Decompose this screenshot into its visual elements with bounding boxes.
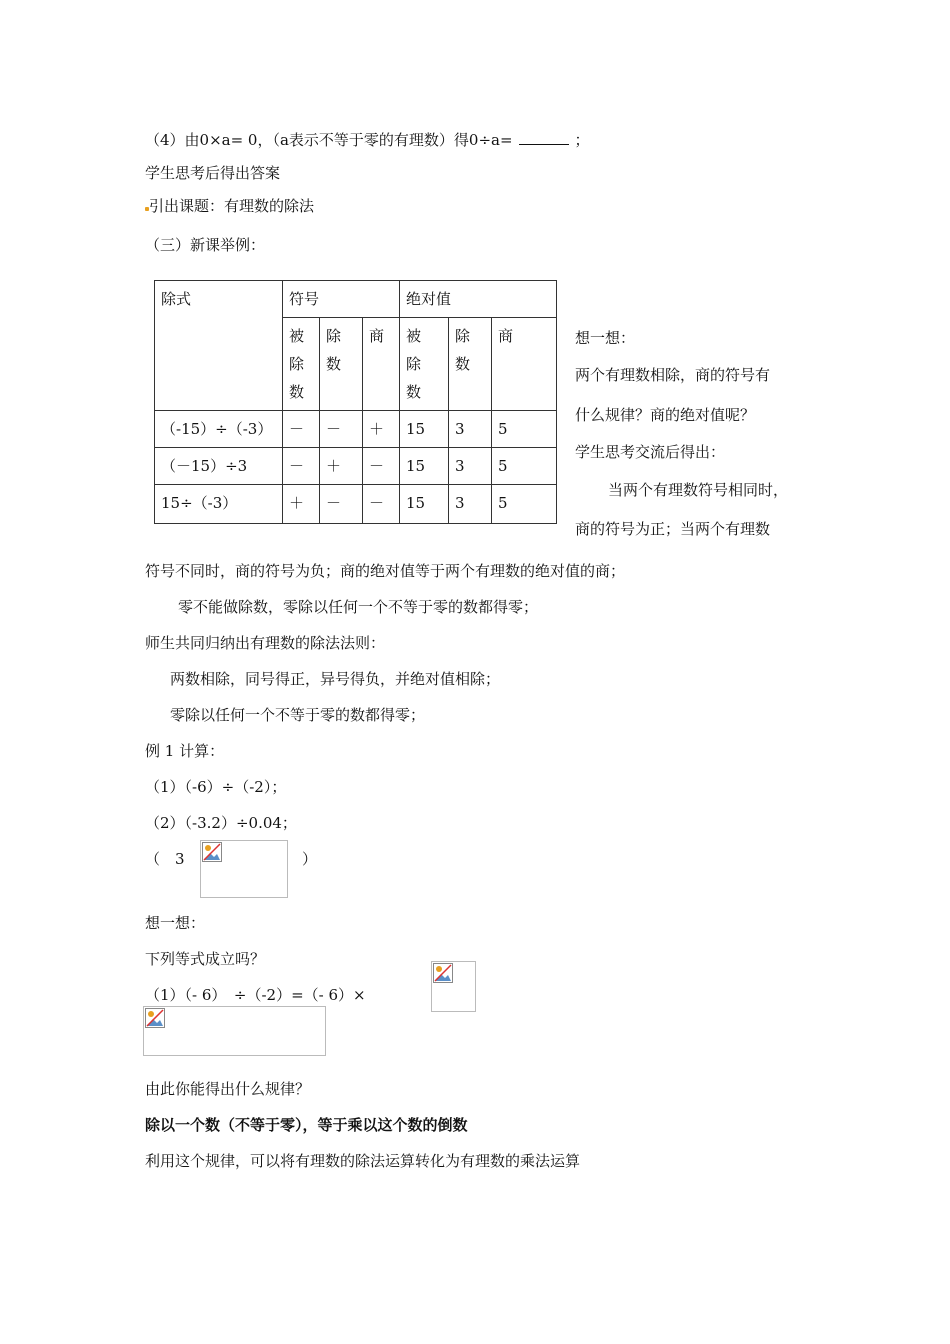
sub-header: 商 [492,318,557,411]
example-2 [145,813,297,833]
cell-sign: － [363,485,400,524]
sub-header: 被 除 数 [400,318,449,411]
question-rule: 由此你能得出什么规律？ [145,1080,311,1098]
example-3-close: ） [302,850,318,868]
cell-sign: ＋ [283,485,320,524]
paragraph-4 [145,130,590,150]
paragraph-topic [145,196,314,216]
broken-image-icon [143,1006,326,1056]
division-table [154,280,557,524]
cell-formula: （－15）÷3 [155,448,283,485]
cell-formula: 15÷（-3） [155,485,283,524]
paragraph-answer: 学生思考后得出答案 [145,164,281,182]
broken-image-icon [431,961,476,1012]
header-sign: 符号 [283,281,400,318]
table-row [155,448,557,485]
sub-header: 被 除 数 [283,318,320,411]
cell-abs: 15 [400,411,449,448]
side-think: 想一想： [575,329,636,347]
table-row [155,411,557,448]
question-equality: 下列等式成立吗？ [145,950,266,968]
example-3-open: （ 3 [145,850,185,868]
answer-blank [519,130,569,145]
paragraph-zero: 零不能做除数，零除以任何一个不等于零的数都得零； [178,598,539,616]
cell-abs: 15 [400,485,449,524]
cell-sign: － [363,448,400,485]
example-1: （1）（-6）÷（-2）； [145,778,287,796]
section-heading: （三）新课举例： [145,236,266,254]
rule-1: 两数相除，同号得正，异号得负，并绝对值相除； [170,670,501,688]
example-heading: 例 1 计算： [145,742,225,760]
table-row [155,485,557,524]
cell-sign: ＋ [363,411,400,448]
sub-header: 除 数 [449,318,492,411]
conclusion: 利用这个规律，可以将有理数的除法运算转化为有理数的乘法运算 [145,1152,581,1170]
example-2-text: （2）（-3.2）÷0.04； [145,814,297,832]
paragraph-rule-cont: 符号不同时，商的符号为负；商的绝对值等于两个有理数的绝对值的商； [145,562,626,580]
side-rule-2: 商的符号为正；当两个有理数 [575,520,771,538]
cell-formula: （-15）÷（-3） [155,411,283,448]
para-text-end: ； [574,131,590,149]
cell-sign: － [320,485,363,524]
side-question-2: 什么规律？商的绝对值呢？ [575,406,756,424]
cell-abs: 3 [449,448,492,485]
rule-2: 零除以任何一个不等于零的数都得零； [170,706,426,724]
header-formula: 除式 [155,281,283,411]
cell-sign: － [283,448,320,485]
equation-1: （1）（- 6） ÷（-2）=（- 6）× [145,986,366,1004]
side-rule-1: 当两个有理数符号相同时， [608,481,789,499]
cell-abs: 3 [449,411,492,448]
think-again: 想一想： [145,914,206,932]
cell-sign: － [320,411,363,448]
cell-sign: － [283,411,320,448]
rule-reciprocal: 除以一个数（不等于零），等于乘以这个数的倒数 [145,1116,468,1134]
cell-abs: 15 [400,448,449,485]
cell-abs: 5 [492,411,557,448]
side-discuss: 学生思考交流后得出： [575,443,726,461]
side-question-1: 两个有理数相除，商的符号有 [575,366,771,384]
cell-sign: ＋ [320,448,363,485]
header-abs: 绝对值 [400,281,557,318]
cell-abs: 5 [492,448,557,485]
para-text: （4）由0×a= 0，（a表示不等于零的有理数）得0÷a= [145,131,513,149]
sub-header: 除 数 [320,318,363,411]
cell-abs: 5 [492,485,557,524]
broken-image-icon [200,840,288,898]
cell-abs: 3 [449,485,492,524]
paragraph-summary: 师生共同归纳出有理数的除法法则： [145,634,386,652]
topic-text: 引出课题：有理数的除法 [149,197,315,215]
sub-header: 商 [363,318,400,411]
